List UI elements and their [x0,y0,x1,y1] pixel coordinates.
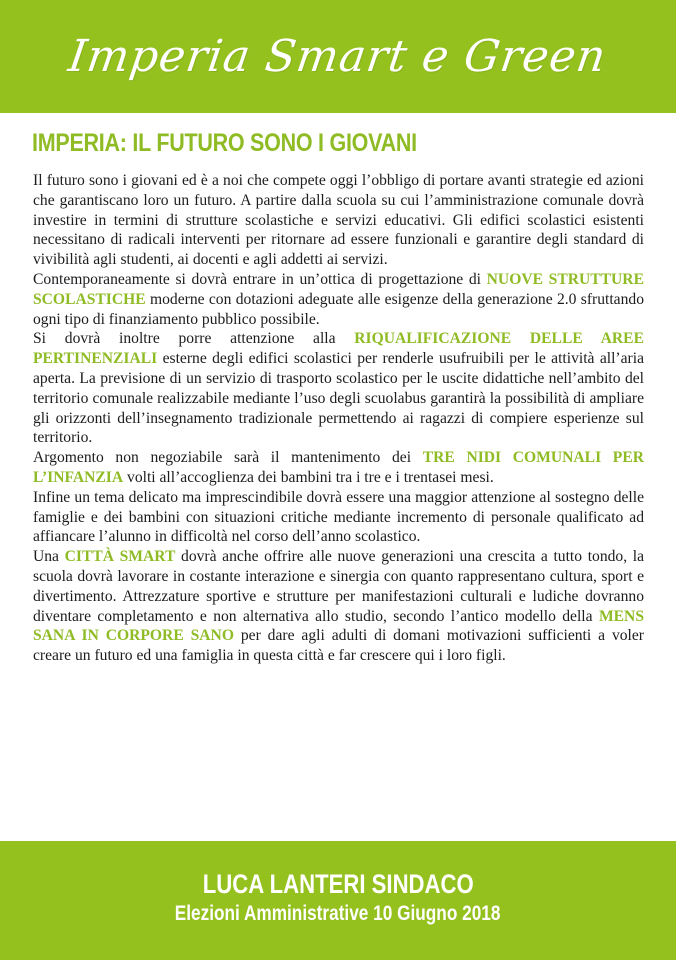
paragraph-text: esterne degli edifici scolastici per renderle usufruibili per le attività all’aria aperta. La previsione di un servizio di trasporto scolastico per le uscite didattiche nell’ambito del territorio comunale realizzabile mediante l’uso degli scuolabus garantirà la possibilità di ampliare gli orizzonti dell’insegnamento tradizionale permettendo ai ragazzi di compiere esperienze sul territorio. [33,350,644,447]
header-banner [0,0,676,113]
body-text [33,171,644,666]
election-date: Elezioni Amministrative 10 Giugno 2018 [175,902,501,925]
paragraph-text: Argomento non negoziabile sarà il mantenimento dei [33,449,423,467]
paragraph [33,488,644,547]
paragraph-text: per dare agli adulti di domani motivazioni sufficienti a voler creare un futuro ed una famiglia in questa città e far crescere qui i loro figli. [33,627,644,665]
paragraph-text: Il futuro sono i giovani ed è a noi che compete oggi l’obbligo di portare avanti strategie ed azioni che garantiscano loro un futuro. A partire dalla scuola su cui l’amministrazione comunale dovrà investire in termini di strutture scolastiche e servizi educativi. Gli edifici scolastici esistenti necessitano di radicali interventi per ritornare ad essere funzionali e garantire degli standard di vivibilità agli studenti, ai docenti e agli addetti ai servizi. [33,172,644,269]
paragraph-text: Infine un tema delicato ma imprescindibile dovrà essere una maggior attenzione al sostegno delle famiglie e dei bambini con situazioni critiche mediante incremento di personale qualificato ad affiancare l’alunno in difficoltà nel corso dell’anno scolastico. [33,488,644,546]
paragraph-text: moderne con dotazioni adeguate alle esigenze della generazione 2.0 sfruttando ogni tipo di finanziamento pubblico possibile. [33,290,644,328]
paragraph-text: dovrà anche offrire alle nuove generazioni una crescita a tutto tondo, la scuola dovrà lavorare in costante interazione e sinergia con quanto rappresentano cultura, sport e divertimento. Attrezzature sportive e strutture per manifestazioni culturali e ludiche dovranno diventare completamento e non alternativa allo studio, secondo l’antico modello della [33,548,644,625]
paragraph [33,329,644,448]
footer-banner [0,841,676,960]
header-title: Imperia Smart e Green [65,31,611,82]
paragraph-text: Una [33,548,65,566]
paragraph [33,171,644,270]
highlighted-text: NUOVE STRUTTURE SCOLASTICHE [33,270,644,308]
section-heading: IMPERIA: IL FUTURO SONO I GIOVANI [32,129,417,157]
highlighted-text: RIQUALIFICAZIONE DELLE AREE PERTINENZIALI [33,330,644,368]
highlighted-text: CITTÀ SMART [64,548,176,566]
paragraph-text: volti all’accoglienza dei bambini tra i tre e i trentasei mesi. [123,468,494,486]
paragraph-text: Contemporaneamente si dovrà entrare in un’ottica di progettazione di [33,270,487,288]
paragraph-text: Si dovrà inoltre porre attenzione alla [33,330,355,348]
highlighted-text: MENS SANA IN CORPORE SANO [33,607,644,645]
paragraph [33,270,644,329]
paragraph [33,547,644,666]
candidate-name: LUCA LANTERI SINDACO [202,869,474,899]
highlighted-text: TRE NIDI COMUNALI PER L’INFANZIA [33,449,644,486]
paragraph [33,448,644,488]
